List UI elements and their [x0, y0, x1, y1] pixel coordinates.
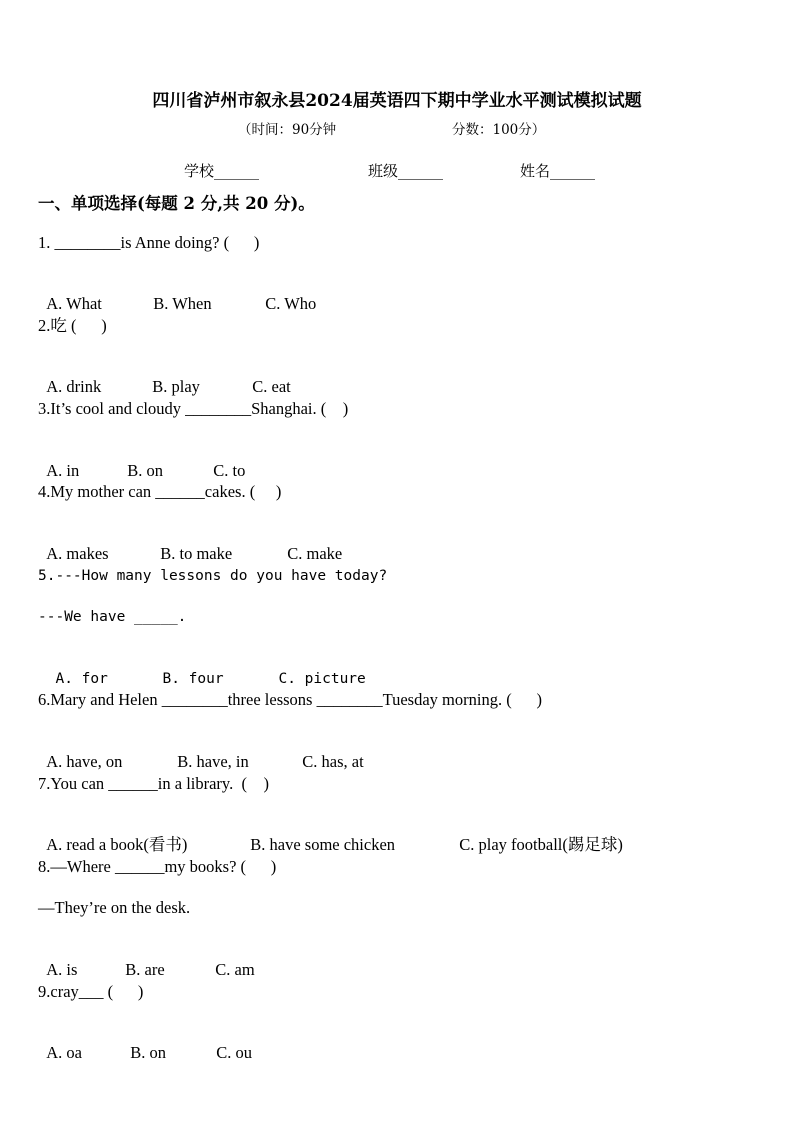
q4-option-c: C. make	[287, 544, 343, 563]
question-9-stem: 9.cray___ ( )	[38, 982, 144, 1001]
section-heading: 一、单项选择(每题 2 分,共 20 分)。	[38, 194, 315, 213]
question-7-stem: 7.You can ______in a library. ( )	[38, 774, 269, 793]
question-8-stem: 8.—Where ______my books? ( )	[38, 857, 277, 876]
question-1-stem: 1. ________is Anne doing? ( )	[38, 233, 260, 252]
q9-option-b: B. on	[130, 1043, 167, 1062]
q2-option-c: C. eat	[252, 377, 291, 396]
q1-option-c: C. Who	[265, 294, 317, 313]
q7-option-c: C. play football(踢足球)	[459, 835, 623, 854]
name-field: 姓名______	[520, 162, 596, 180]
question-5-options	[38, 649, 366, 689]
q7-option-b: B. have some chicken	[250, 835, 396, 854]
q6-option-b: B. have, in	[177, 752, 249, 771]
q1-option-b: B. When	[153, 294, 212, 313]
q5-option-a: A. for	[55, 671, 108, 687]
exam-score: 分数：100分）	[452, 122, 546, 138]
q3-option-c: C. to	[213, 461, 246, 480]
school-field: 学校______	[184, 162, 260, 180]
question-5-answer-line: ---We have _____.	[38, 609, 187, 625]
question-8-reply: —They’re on the desk.	[38, 898, 191, 917]
page-title: 四川省泸州市叙永县2024届英语四下期中学业水平测试模拟试题	[152, 91, 642, 111]
question-3-stem: 3.It’s cool and cloudy ________Shanghai. ( )	[38, 399, 349, 418]
q5-option-b: B. four	[162, 671, 224, 687]
q9-option-a: A. oa	[46, 1043, 82, 1062]
question-8-options	[38, 940, 255, 980]
q9-option-c: C. ou	[216, 1043, 253, 1062]
q1-option-a: A. What	[46, 294, 102, 313]
exam-time: （时间：90分钟	[238, 122, 337, 138]
question-5-stem: 5.---How many lessons do you have today?	[38, 568, 388, 584]
question-2-stem: 2.吃 ( )	[38, 316, 107, 335]
q8-option-a: A. is	[46, 960, 78, 979]
question-7-options	[38, 815, 623, 855]
question-4-options	[38, 524, 342, 564]
question-4-stem: 4.My mother can ______cakes. ( )	[38, 482, 282, 501]
q8-option-b: B. are	[125, 960, 165, 979]
question-3-options	[38, 441, 245, 481]
class-field: 班级______	[368, 162, 444, 180]
q7-option-a: A. read a book(看书)	[46, 835, 188, 854]
question-9-options	[38, 1023, 252, 1063]
q2-option-b: B. play	[152, 377, 200, 396]
q4-option-b: B. to make	[160, 544, 233, 563]
question-6-options	[38, 732, 364, 772]
q6-option-c: C. has, at	[302, 752, 364, 771]
question-2-options	[38, 357, 291, 397]
q5-option-c: C. picture	[278, 671, 366, 687]
q3-option-a: A. in	[46, 461, 80, 480]
q8-option-c: C. am	[215, 960, 255, 979]
q6-option-a: A. have, on	[46, 752, 123, 771]
q4-option-a: A. makes	[46, 544, 109, 563]
q2-option-a: A. drink	[46, 377, 102, 396]
question-6-stem: 6.Mary and Helen ________three lessons ________Tuesday morning. ( )	[38, 690, 542, 709]
q3-option-b: B. on	[127, 461, 164, 480]
question-1-options	[38, 274, 316, 314]
